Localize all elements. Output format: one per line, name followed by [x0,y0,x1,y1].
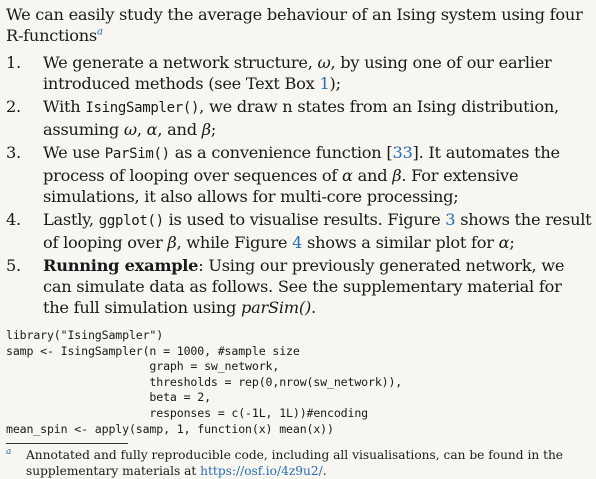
footnote-end: . [322,464,327,479]
footnote [6,447,592,479]
inline-code: IsingSampler() [85,100,200,116]
item-text: Lastly, [43,210,99,229]
math-alpha: α [342,166,353,185]
list-item [6,52,592,94]
intro-paragraph [6,4,592,46]
intro-text: We can easily study the average behaviour of an Ising system using four R-functions [6,5,583,45]
footnote-text: Annotated and fully reproducible code, including all visualisations, can be found in the supplementary materials at [26,448,564,479]
footnote-marker: a [6,447,12,458]
math-beta: β [201,120,211,139]
item-text: We use [43,143,105,162]
item-text: , by using one of our earlier introduced methods (see Text Box [43,53,552,93]
function-name: parSim() [241,298,312,317]
item-text: ; [509,233,515,252]
item-text: With [43,97,86,116]
item-number: 4. [6,210,21,229]
list-item [6,255,592,318]
item-text: ]. It automates the process of looping over sequences of [43,143,560,185]
code-block: library("IsingSampler") samp <- IsingSampler(n = 1000, #sample size graph = sw_network, thresholds = rep(0,nrow(sw_network)), beta = 2, responses = c(-1L, 1L))#encoding mean_spin <- apply(samp, 1, function(x) mean(x)) [6,328,403,436]
figure-ref-link[interactable]: 3 [445,210,456,229]
running-example-label: Running example [43,256,199,275]
footnote-divider [6,443,128,444]
inline-code: ParSim() [104,146,170,162]
item-text: . For extensive simulations, it also allows for multi-core processing; [43,166,519,206]
figure-ref-link[interactable]: 4 [292,233,303,252]
math-beta: β [167,233,177,252]
text-box-ref-link[interactable]: 1 [319,74,330,93]
math-alpha: α [498,233,510,252]
item-text: : Using our previously generated network, we can simulate data as follows. See the supplementary material for the full simulation using [43,256,565,317]
item-number: 2. [6,97,21,116]
item-text: . [311,298,316,317]
steps-list [6,52,592,318]
item-text: , we draw n states from an Ising distribution, assuming [43,97,559,139]
item-text: , while Figure [176,233,293,252]
item-text: ; [210,120,217,139]
osf-link[interactable]: https://osf.io/4z9u2/ [200,464,323,479]
footnote-ref[interactable]: a [96,26,103,38]
item-text: , and [157,120,202,139]
math-alpha: α [146,120,158,139]
item-text: as a convenience function [ [169,143,393,162]
item-text: and [352,166,393,185]
list-item [6,96,592,140]
citation-link[interactable]: 33 [392,143,413,162]
math-beta: β [392,166,402,185]
inline-code: ggplot() [98,213,164,229]
item-text: shows the result of looping over [43,210,592,252]
item-text: is used to visualise results. Figure [163,210,446,229]
item-number: 1. [6,53,21,72]
list-item [6,142,592,207]
math-omega: ω [317,53,331,72]
item-number: 3. [6,143,21,162]
math-omega: ω [123,120,137,139]
item-text: ); [329,74,341,93]
list-item [6,209,592,253]
item-text: , [136,120,147,139]
item-text: shows a similar plot for [302,233,499,252]
item-text: We generate a network structure, [43,53,318,72]
item-number: 5. [6,256,21,275]
